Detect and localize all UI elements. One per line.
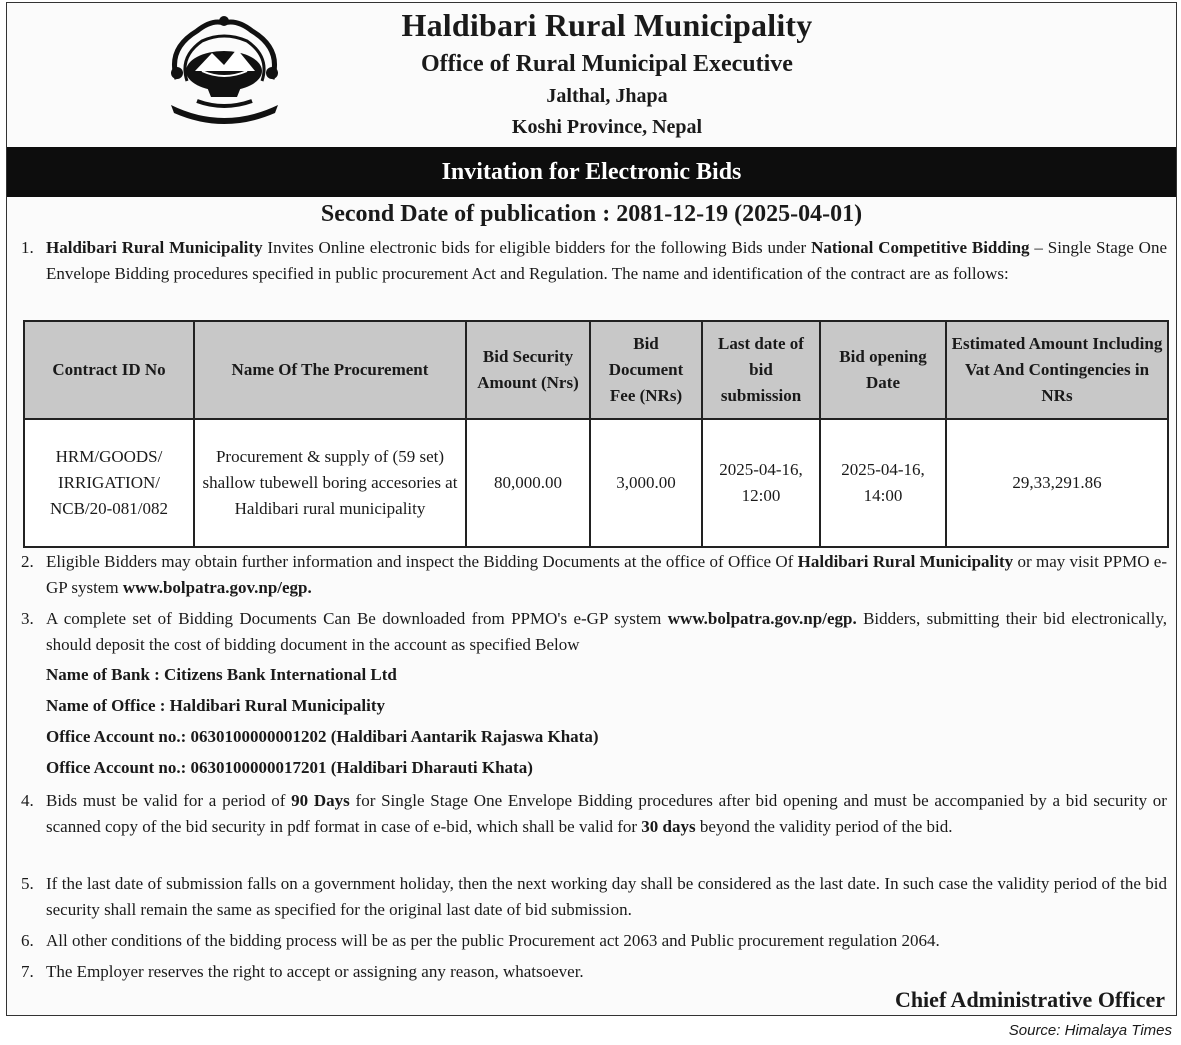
table-header: Bid Security Amount (Nrs) xyxy=(466,321,590,419)
submission-date-cell: 2025-04-16, 12:00 xyxy=(702,419,820,547)
bids-table xyxy=(23,320,1169,548)
source-credit: Source: Himalaya Times xyxy=(1008,1022,1172,1039)
paragraph-number: 1. xyxy=(21,238,34,257)
table-header: Contract ID No xyxy=(24,321,194,419)
paragraph-7: 7. The Employer reserves the right to accept or assigning any reason, whatsoever. xyxy=(21,959,1167,985)
paragraph-number: 7. xyxy=(21,962,34,981)
table-header-row xyxy=(24,321,1168,419)
nepal-emblem-icon xyxy=(157,9,292,127)
notice-banner: Invitation for Electronic Bids xyxy=(7,147,1176,197)
paragraph-number: 3. xyxy=(21,609,34,628)
paragraph-5: 5. If the last date of submission falls on a government holiday, then the next working day shall be considered as the last date. In such case the validity period of the bid security shall remain the same as specified for the original last date of bid submission. xyxy=(21,871,1167,923)
office-name-line: Name of Office : Haldibari Rural Municipality xyxy=(46,696,386,715)
paragraph-4: 4. Bids must be valid for a period of 90 Days for Single Stage One Envelope Bidding procedures after bid opening and must be accompanied by a bid security or scanned copy of the bid security in pdf format in case of e-bid, which shall be valid for 30 days beyond the validity period of the bid. xyxy=(21,788,1167,840)
account-line-1: Office Account no.: 0630100000001202 (Haldibari Aantarik Rajaswa Khata) xyxy=(46,727,599,746)
table-header: Estimated Amount Including Vat And Contingencies in NRs xyxy=(946,321,1168,419)
account-line-2: Office Account no.: 0630100000017201 (Haldibari Dharauti Khata) xyxy=(46,758,533,777)
table-row xyxy=(24,419,1168,547)
paragraph-number: 2. xyxy=(21,552,34,571)
location-line-2: Koshi Province, Nepal xyxy=(511,116,703,138)
paragraph-3: 3. A complete set of Bidding Documents Can Be downloaded from PPMO's e-GP system www.bolpatra.gov.np/egp. Bidders, submitting their bid electronically, should deposit the cost of bidding document in the account as specified Below xyxy=(21,606,1167,658)
bank-name-line: Name of Bank : Citizens Bank International Ltd xyxy=(46,665,397,684)
estimated-amount-cell: 29,33,291.86 xyxy=(946,419,1168,547)
municipality-title: Haldibari Rural Municipality xyxy=(401,7,813,43)
table-header: Last date of bid submission xyxy=(702,321,820,419)
notice-page xyxy=(6,2,1177,1016)
procurement-name-cell: Procurement & supply of (59 set) shallow tubewell boring accesories at Haldibari rural municipality xyxy=(194,419,466,547)
signature-title: Chief Administrative Officer xyxy=(894,987,1165,1012)
opening-date-cell: 2025-04-16, 14:00 xyxy=(820,419,946,547)
paragraph-number: 4. xyxy=(21,791,34,810)
table-header: Bid opening Date xyxy=(820,321,946,419)
contract-id-cell: HRM/GOODS/ IRRIGATION/ NCB/20-081/082 xyxy=(24,419,194,547)
paragraph-number: 5. xyxy=(21,874,34,893)
paragraph-2: 2. Eligible Bidders may obtain further information and inspect the Bidding Documents at the office of Office Of Haldibari Rural Municipality or may visit PPMO e-GP system www.bolpatra.gov.np/egp. xyxy=(21,549,1167,601)
paragraph-1: 1. Haldibari Rural Municipality Invites Online electronic bids for eligible bidders for the following Bids under National Competitive Bidding – Single Stage One Envelope Bidding procedures specified in public procurement Act and Regulation. The name and identification of the contract are as follows: xyxy=(21,235,1167,287)
document-fee-cell: 3,000.00 xyxy=(590,419,702,547)
location-line-1: Jalthal, Jhapa xyxy=(546,85,668,107)
paragraph-number: 6. xyxy=(21,931,34,950)
paragraph-6: 6. All other conditions of the bidding process will be as per the public Procurement act 2063 and Public procurement regulation 2064. xyxy=(21,928,1167,954)
table-header: Bid Document Fee (NRs) xyxy=(590,321,702,419)
publication-date: Second Date of publication : 2081-12-19 (2025-04-01) xyxy=(320,201,863,227)
bid-security-cell: 80,000.00 xyxy=(466,419,590,547)
table-header: Name Of The Procurement xyxy=(194,321,466,419)
office-subtitle: Office of Rural Municipal Executive xyxy=(421,51,793,77)
